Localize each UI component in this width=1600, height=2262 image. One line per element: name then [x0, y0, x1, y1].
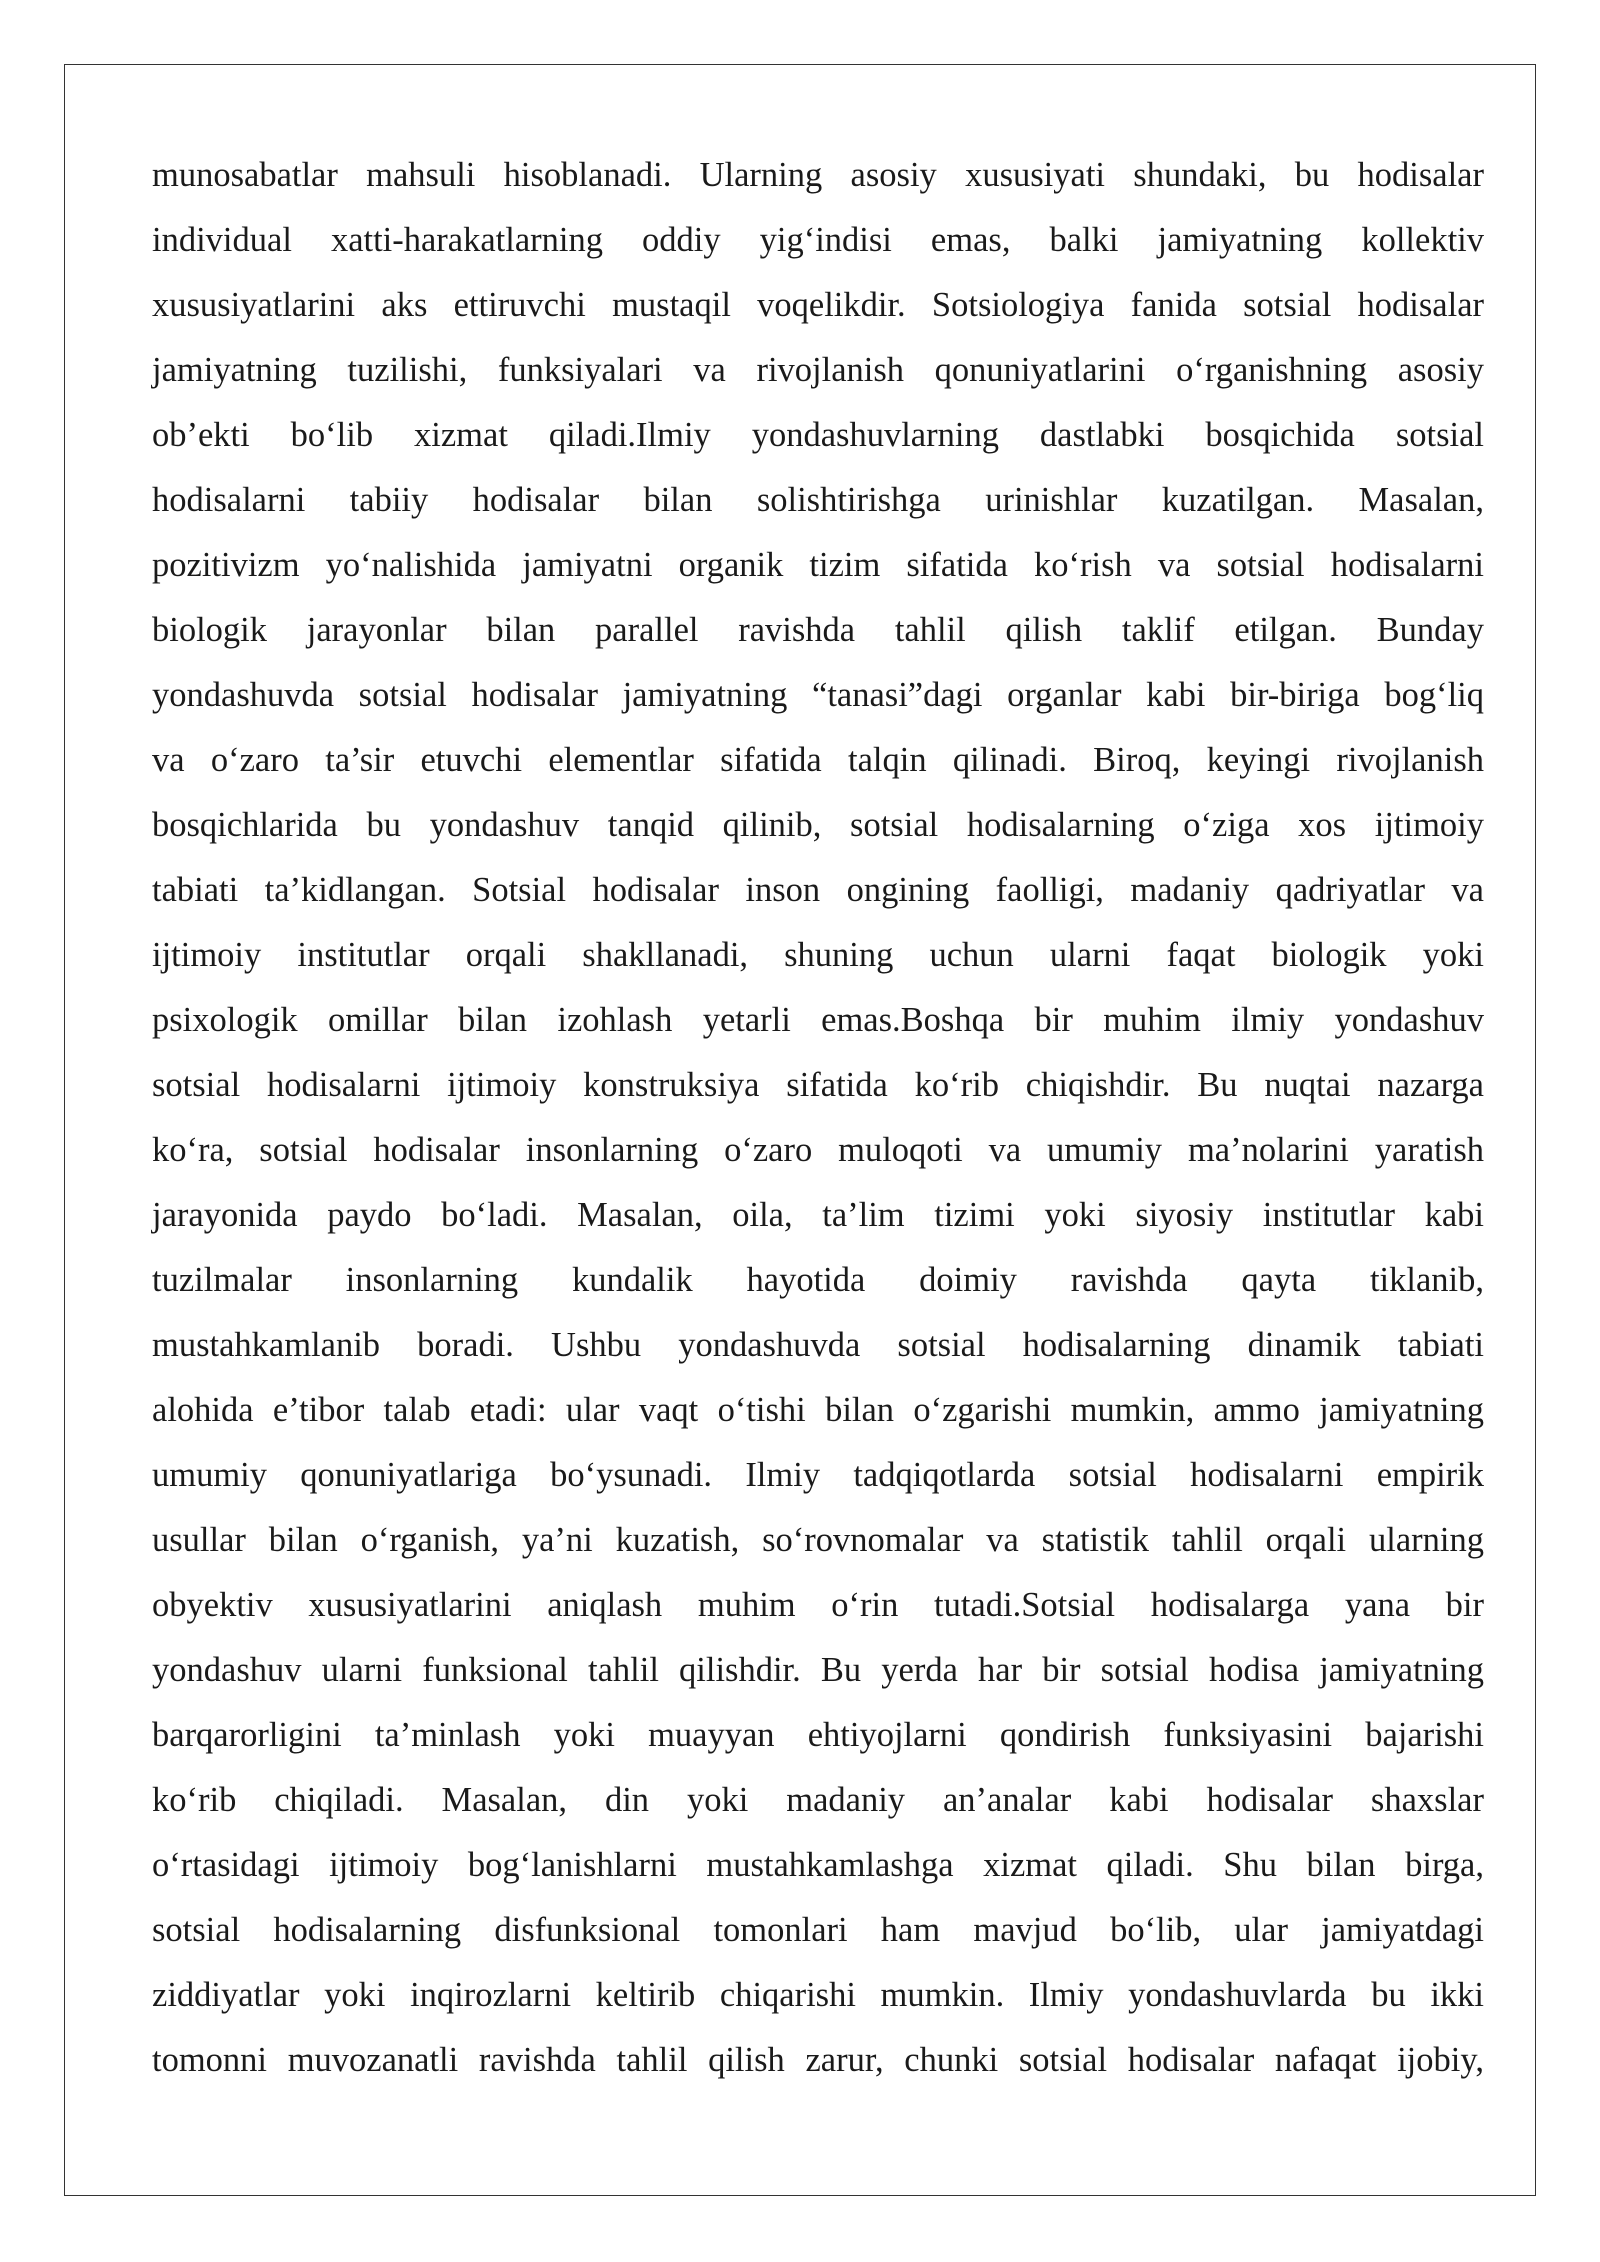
text-line: umumiy qonuniyatlariga bo‘ysunadi. Ilmiy tadqiqotlarda sotsial hodisalarni empirik [152, 1456, 1484, 1494]
body-text [152, 150, 1484, 2100]
text-line: jarayonida paydo bo‘ladi. Masalan, oila, ta’lim tizimi yoki siyosiy institutlar kabi [152, 1196, 1484, 1234]
text-line: mustahkamlanib boradi. Ushbu yondashuvda sotsial hodisalarning dinamik tabiati [152, 1326, 1484, 1364]
text-line: barqarorligini ta’minlash yoki muayyan ehtiyojlarni qondirish funksiyasini bajarishi [152, 1716, 1484, 1754]
text-line: individual xatti-harakatlarning oddiy yig‘indisi emas, balki jamiyatning kollektiv [152, 221, 1484, 259]
text-line: jamiyatning tuzilishi, funksiyalari va rivojlanish qonuniyatlarini o‘rganishning asosiy [152, 351, 1484, 389]
text-line: o‘rtasidagi ijtimoiy bog‘lanishlarni mustahkamlashga xizmat qiladi. Shu bilan birga, [152, 1846, 1484, 1884]
text-line: psixologik omillar bilan izohlash yetarli emas.Boshqa bir muhim ilmiy yondashuv [152, 1001, 1484, 1039]
text-line: ziddiyatlar yoki inqirozlarni keltirib chiqarishi mumkin. Ilmiy yondashuvlarda bu ikki [152, 1976, 1484, 2014]
text-line: yondashuv ularni funksional tahlil qilishdir. Bu yerda har bir sotsial hodisa jamiyatning [152, 1651, 1484, 1689]
text-line: tuzilmalar insonlarning kundalik hayotida doimiy ravishda qayta tiklanib, [152, 1261, 1484, 1299]
text-line: ko‘rib chiqiladi. Masalan, din yoki madaniy an’analar kabi hodisalar shaxslar [152, 1781, 1484, 1819]
text-line: usullar bilan o‘rganish, ya’ni kuzatish, so‘rovnomalar va statistik tahlil orqali ularning [152, 1521, 1484, 1559]
text-line: biologik jarayonlar bilan parallel ravishda tahlil qilish taklif etilgan. Bunday [152, 611, 1484, 649]
text-line: pozitivizm yo‘nalishida jamiyatni organik tizim sifatida ko‘rish va sotsial hodisalarni [152, 546, 1484, 584]
text-line: ijtimoiy institutlar orqali shakllanadi, shuning uchun ularni faqat biologik yoki [152, 936, 1484, 974]
text-line: alohida e’tibor talab etadi: ular vaqt o‘tishi bilan o‘zgarishi mumkin, ammo jamiyatning [152, 1391, 1484, 1429]
text-line: yondashuvda sotsial hodisalar jamiyatning “tanasi”dagi organlar kabi bir-biriga bog‘liq [152, 676, 1484, 714]
text-line: hodisalarni tabiiy hodisalar bilan solishtirishga urinishlar kuzatilgan. Masalan, [152, 481, 1484, 519]
text-line: va o‘zaro ta’sir etuvchi elementlar sifatida talqin qilinadi. Biroq, keyingi rivojlanish [152, 741, 1484, 779]
text-line: ko‘ra, sotsial hodisalar insonlarning o‘zaro muloqoti va umumiy ma’nolarini yaratish [152, 1131, 1484, 1169]
text-line: munosabatlar mahsuli hisoblanadi. Ularning asosiy xususiyati shundaki, bu hodisalar [152, 156, 1484, 194]
text-line: sotsial hodisalarni ijtimoiy konstruksiya sifatida ko‘rib chiqishdir. Bu nuqtai nazarga [152, 1066, 1484, 1104]
text-line: sotsial hodisalarning disfunksional tomonlari ham mavjud bo‘lib, ular jamiyatdagi [152, 1911, 1484, 1949]
text-line: obyektiv xususiyatlarini aniqlash muhim o‘rin tutadi.Sotsial hodisalarga yana bir [152, 1586, 1484, 1624]
text-line: tabiati ta’kidlangan. Sotsial hodisalar inson ongining faolligi, madaniy qadriyatlar va [152, 871, 1484, 909]
text-line: bosqichlarida bu yondashuv tanqid qilinib, sotsial hodisalarning o‘ziga xos ijtimoiy [152, 806, 1484, 844]
text-line: xususiyatlarini aks ettiruvchi mustaqil voqelikdir. Sotsiologiya fanida sotsial hodisalar [152, 286, 1484, 324]
text-line: ob’ekti bo‘lib xizmat qiladi.Ilmiy yondashuvlarning dastlabki bosqichida sotsial [152, 416, 1484, 454]
text-line: tomonni muvozanatli ravishda tahlil qilish zarur, chunki sotsial hodisalar nafaqat ijobiy, [152, 2041, 1484, 2079]
